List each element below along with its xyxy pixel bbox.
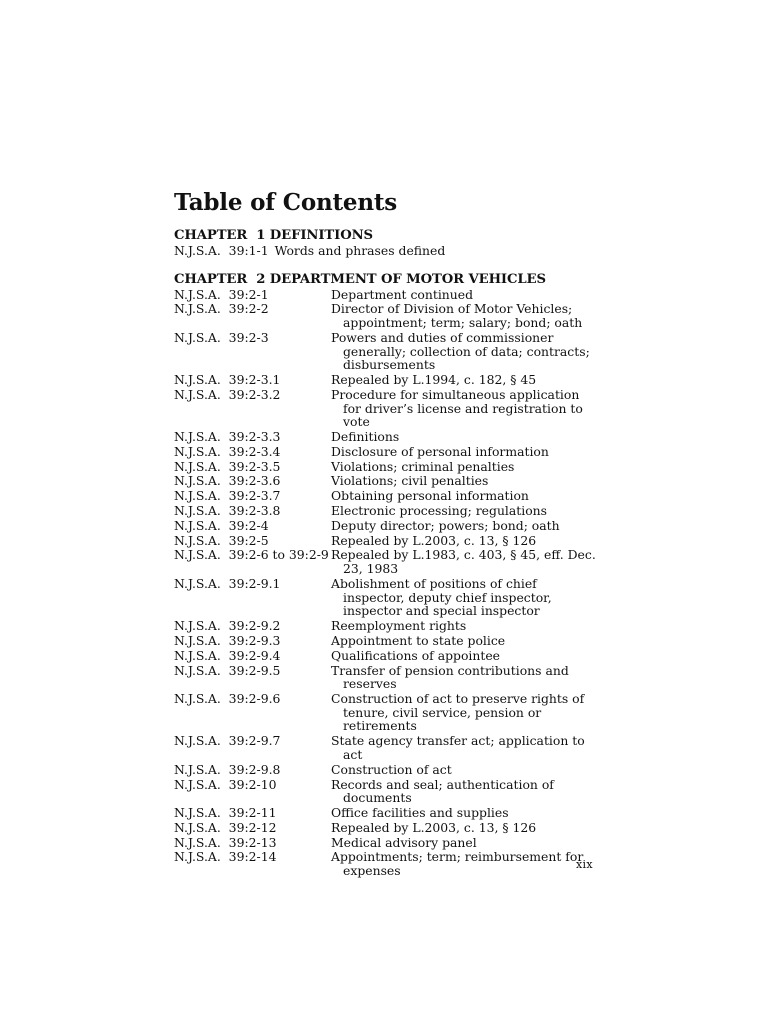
toc-entry (174, 634, 596, 648)
toc-entry (174, 619, 596, 633)
entry-description: Department continued (331, 286, 474, 302)
toc-entry (174, 331, 596, 372)
toc-entry (174, 548, 596, 575)
toc-entry (174, 778, 596, 805)
entry-section: N.J.S.A. 39:2-3.8 (174, 503, 281, 519)
toc-entry (174, 430, 596, 444)
toc-entry (174, 519, 596, 533)
entry-section: N.J.S.A. 39:2-6 to 39:2-9 (174, 547, 329, 563)
entry-section: N.J.S.A. 39:2-13 (174, 834, 277, 850)
entry-section: N.J.S.A. 39:2-9.7 (174, 733, 281, 749)
entry-description: Repealed by L.2003, c. 13, § 126 (331, 532, 537, 548)
entry-section: N.J.S.A. 39:2-12 (174, 819, 277, 835)
entry-section: N.J.S.A. 39:2-3.6 (174, 473, 281, 489)
entry-description: Construction of act (331, 761, 452, 777)
chapter-1-section (174, 228, 596, 259)
toc-entry (174, 577, 596, 618)
toc-entry (174, 388, 596, 429)
chapter-2-entry-list (174, 288, 596, 878)
toc-entry (174, 821, 596, 835)
entry-description: Electronic processing; regulations (331, 503, 548, 519)
page-title: Table of Contents (174, 189, 398, 216)
entry-section: N.J.S.A. 39:2-3 (174, 329, 269, 345)
toc-page (174, 188, 596, 879)
entry-description: Abolishment of positions of chief inspector, deputy chief inspector, inspector and special inspector (331, 575, 552, 619)
entry-description: Deputy director; powers; bond; oath (331, 517, 560, 533)
entry-section: N.J.S.A. 39:2-3.5 (174, 458, 281, 474)
entry-description: Procedure for simultaneous application for driver’s license and registration to vote (331, 386, 583, 430)
toc-entry (174, 504, 596, 518)
entry-section: N.J.S.A. 39:2-4 (174, 517, 269, 533)
toc-entry (174, 806, 596, 820)
entry-description: Repealed by L.1983, c. 403, § 45, eff. Dec. 23, 1983 (331, 547, 596, 577)
entry-section: N.J.S.A. 39:2-3.3 (174, 429, 281, 445)
chapter-1-heading: CHAPTER 1 DEFINITIONS (174, 228, 373, 243)
entry-description: Violations; criminal penalties (331, 458, 515, 474)
entry-section: N.J.S.A. 39:2-10 (174, 776, 277, 792)
entry-section: N.J.S.A. 39:2-3.7 (174, 488, 281, 504)
entry-description: Repealed by L.2003, c. 13, § 126 (331, 819, 537, 835)
entry-section: N.J.S.A. 39:2-9.5 (174, 662, 281, 678)
entry-description: Records and seal; authentication of documents (331, 776, 554, 806)
toc-entry (174, 692, 596, 733)
entry-description: Definitions (331, 429, 400, 445)
entry-section: N.J.S.A. 39:2-2 (174, 301, 269, 317)
toc-entry (174, 474, 596, 488)
entry-section: N.J.S.A. 39:2-3.1 (174, 372, 281, 388)
entry-section: N.J.S.A. 39:2-9.3 (174, 632, 281, 648)
entry-section: N.J.S.A. 39:2-9.6 (174, 691, 281, 707)
entry-description: Disclosure of personal information (331, 443, 549, 459)
toc-entry (174, 763, 596, 777)
entry-description: Construction of act to preserve rights of tenure, civil service, pension or retirements (331, 691, 585, 734)
toc-entry (174, 244, 596, 259)
toc-entry (174, 489, 596, 503)
entry-description: Violations; civil penalties (331, 473, 489, 489)
entry-section: N.J.S.A. 39:2-3.2 (174, 386, 281, 402)
chapter-2-heading: CHAPTER 2 DEPARTMENT OF MOTOR VEHICLES (174, 271, 546, 287)
entry-section: N.J.S.A. 39:2-9.1 (174, 575, 281, 591)
entry-section: N.J.S.A. 39:2-9.2 (174, 618, 281, 634)
entry-section: N.J.S.A. 39:2-1 (174, 286, 269, 302)
entry-description: Qualifications of appointee (331, 647, 501, 663)
chapter-2-section (174, 272, 596, 878)
entry-description: Medical advisory panel (331, 834, 477, 850)
entry-description: Reemployment rights (331, 618, 467, 634)
toc-entry (174, 836, 596, 850)
entry-section: N.J.S.A. 39:2-9.8 (174, 761, 281, 777)
entry-description: Office facilities and supplies (331, 805, 509, 821)
toc-entry (174, 534, 596, 548)
toc-entry (174, 649, 596, 663)
entry-section: N.J.S.A. 39:2-14 (174, 849, 277, 865)
entry-description: Appointment to state police (331, 632, 506, 648)
entry-description: State agency transfer act; application to act (331, 733, 585, 762)
toc-entry (174, 288, 596, 302)
entry-section: N.J.S.A. 39:2-5 (174, 532, 269, 548)
toc-entry (174, 734, 596, 761)
entry-description: Words and phrases defined (274, 243, 446, 258)
toc-entry (174, 302, 596, 329)
entry-description: Powers and duties of commissioner generally; collection of data; contracts; disbursements (331, 329, 590, 373)
entry-section: N.J.S.A. 39:2-11 (174, 805, 277, 821)
entry-section: N.J.S.A. 39:1-1 (174, 243, 269, 258)
toc-entry (174, 445, 596, 459)
entry-description: Obtaining personal information (331, 488, 529, 504)
toc-entry (174, 664, 596, 691)
entry-description: Director of Division of Motor Vehicles; appointment; term; salary; bond; oath (331, 301, 583, 331)
entry-description: Appointments; term; reimbursement for expenses (331, 849, 584, 879)
entry-section: N.J.S.A. 39:2-9.4 (174, 647, 281, 663)
toc-entry (174, 850, 596, 877)
entry-description: Transfer of pension contributions and reserves (331, 662, 569, 692)
toc-entry (174, 460, 596, 474)
page-number: xix (576, 858, 593, 871)
entry-section: N.J.S.A. 39:2-3.4 (174, 443, 281, 459)
entry-description: Repealed by L.1994, c. 182, § 45 (331, 372, 537, 388)
toc-entry (174, 373, 596, 387)
